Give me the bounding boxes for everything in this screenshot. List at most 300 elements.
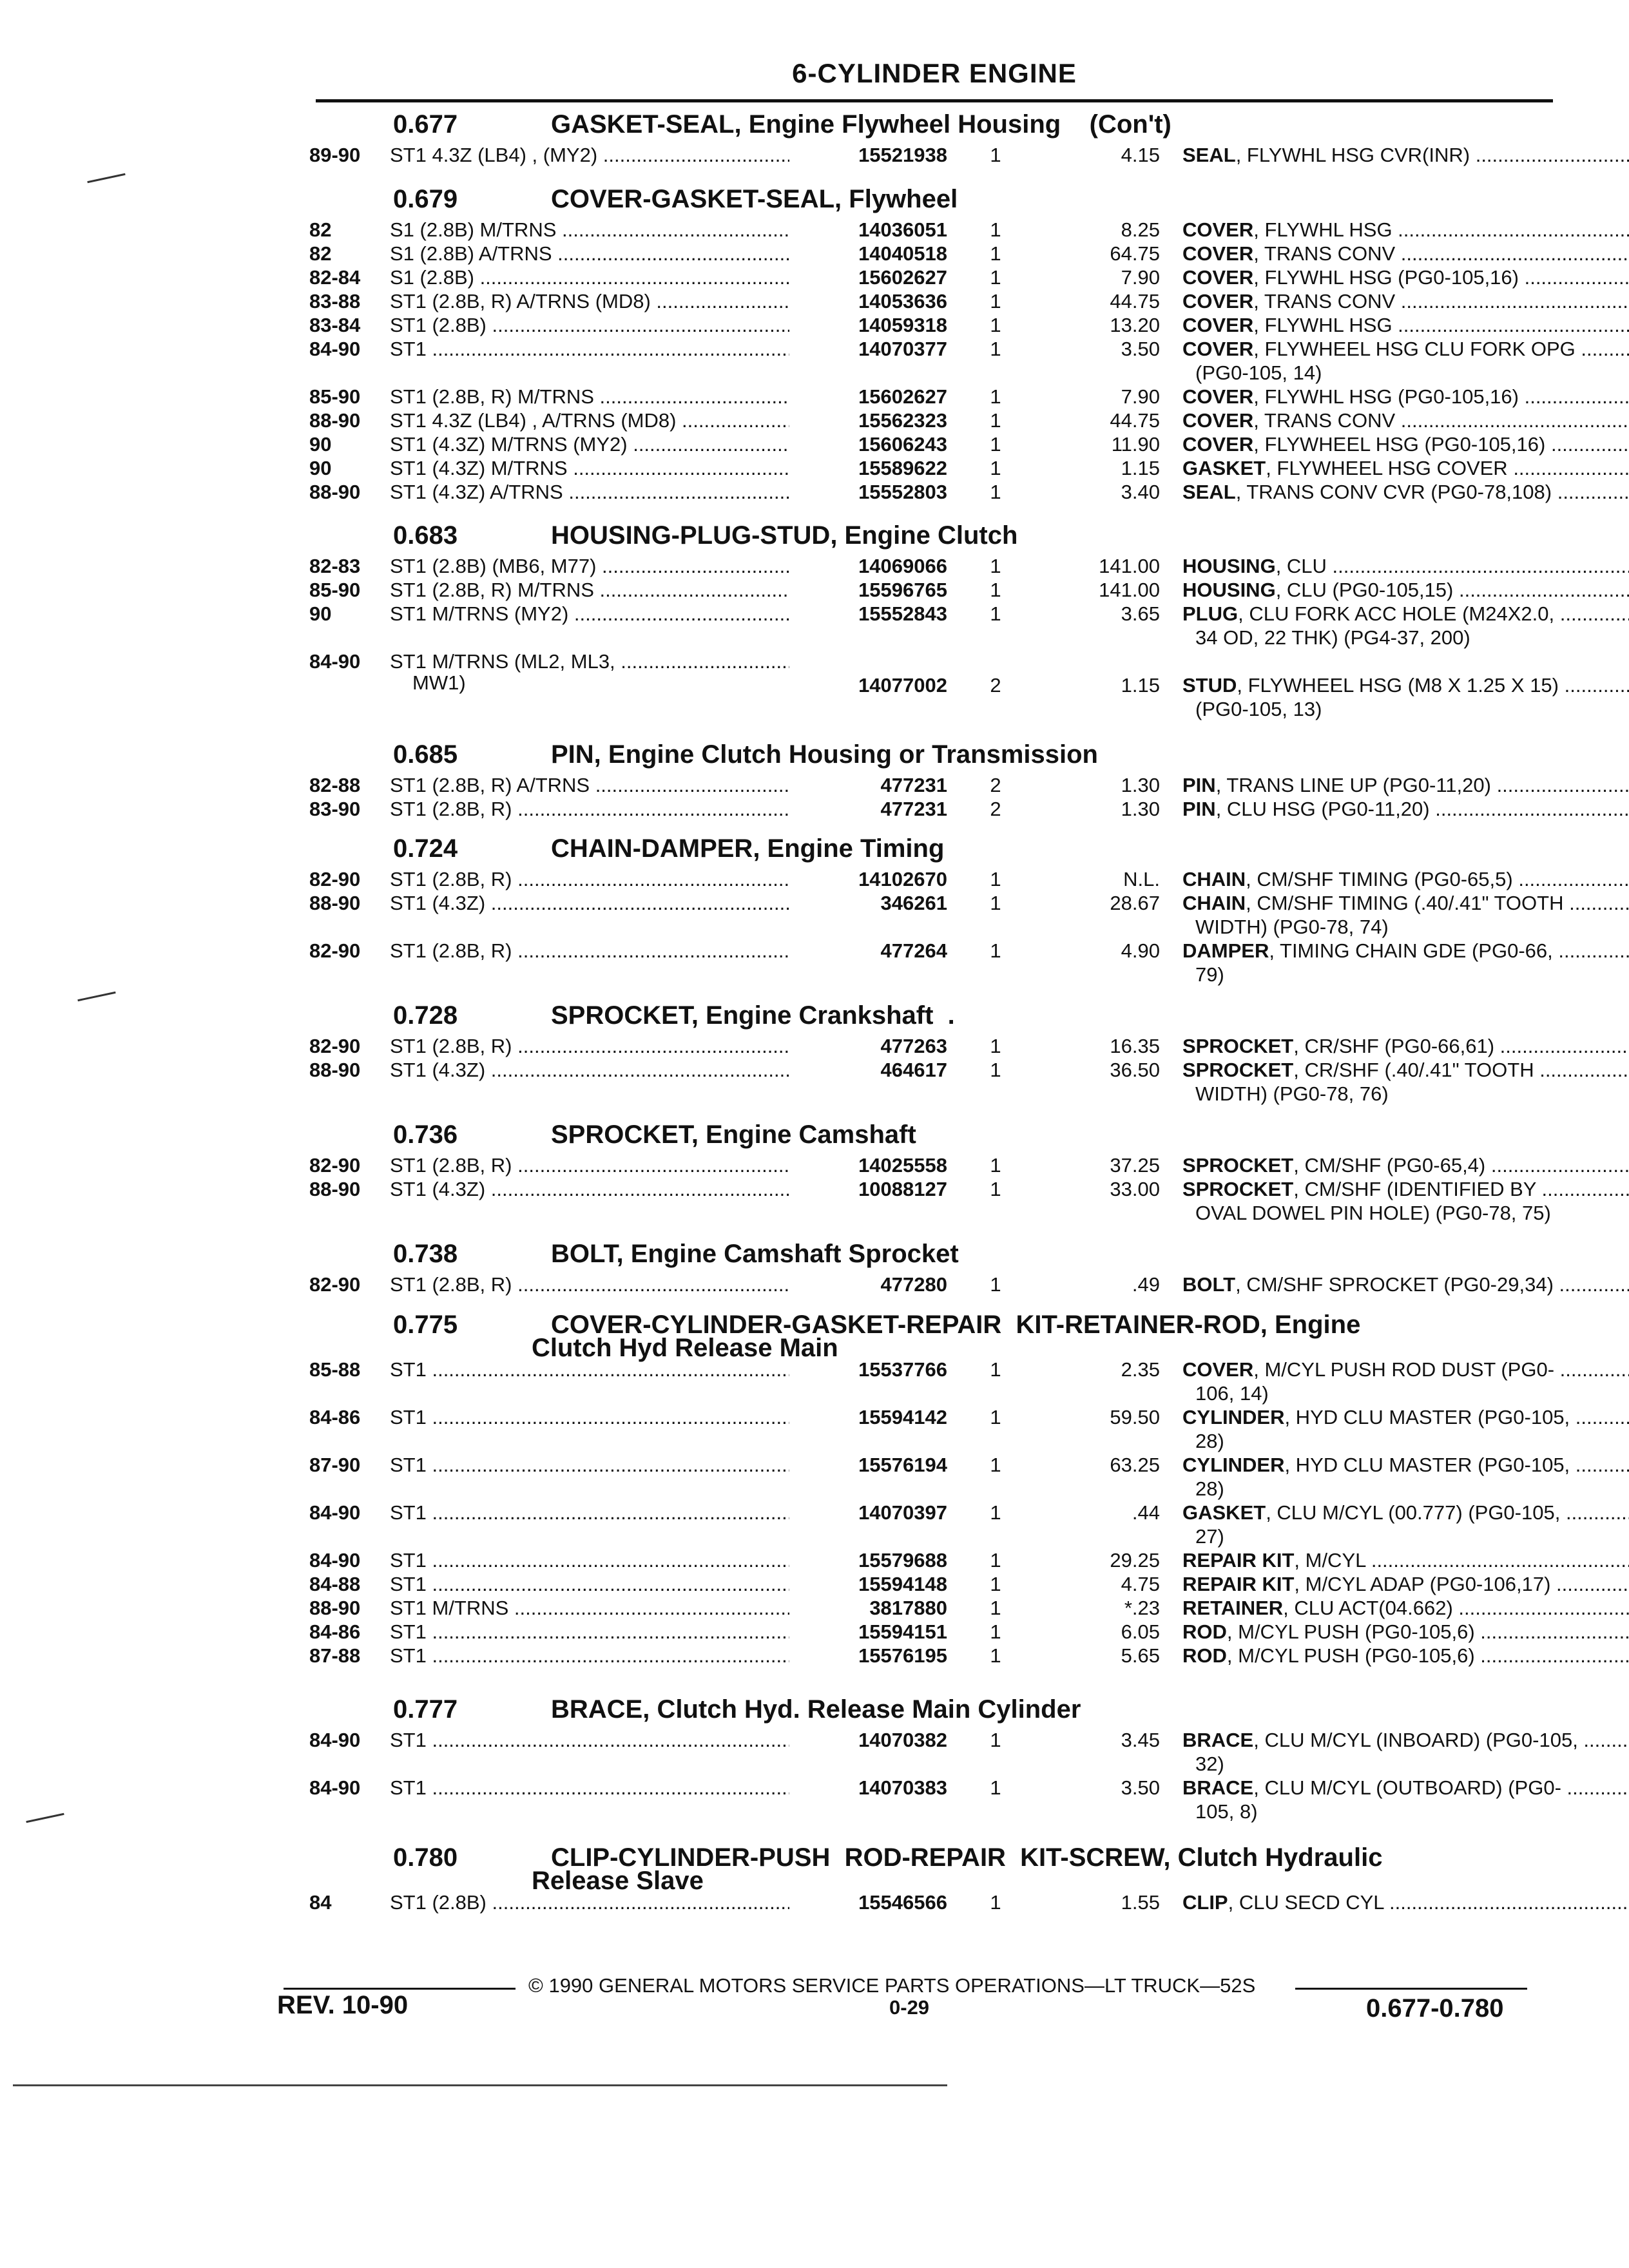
part-number: 477280 bbox=[880, 1273, 947, 1296]
application: ST1 M/TRNS (ML2, ML3, ..... bbox=[390, 649, 789, 674]
quantity: 2 bbox=[990, 774, 1001, 796]
price: 33.00 bbox=[1110, 1178, 1160, 1200]
description-noun: SPROCKET bbox=[1182, 1154, 1294, 1177]
application-continued: MW1) bbox=[412, 671, 466, 694]
section-title: COVER-GASKET-SEAL, Flywheel bbox=[551, 185, 958, 213]
application: ST1 ..... bbox=[390, 337, 789, 361]
quantity: 1 bbox=[990, 481, 1001, 503]
description-detail: , M/CYL PUSH (PG0-105,6) bbox=[1226, 1644, 1475, 1667]
description-noun: CYLINDER bbox=[1182, 1454, 1285, 1476]
part-row bbox=[309, 891, 1564, 916]
price: 3.65 bbox=[1121, 602, 1160, 625]
part-row bbox=[309, 289, 1534, 314]
quantity: 1 bbox=[990, 1273, 1001, 1296]
model-years: 87-90 bbox=[309, 1454, 361, 1476]
part-number: 15521938 bbox=[858, 144, 947, 166]
part-row bbox=[309, 602, 1555, 626]
page-header bbox=[316, 58, 1553, 104]
description-continued: 32) bbox=[1195, 1753, 1224, 1775]
application: ST1 ..... bbox=[390, 1644, 789, 1668]
description-continued: 27) bbox=[1195, 1525, 1224, 1548]
application: ST1 ..... bbox=[390, 1405, 789, 1430]
model-years: 85-88 bbox=[309, 1358, 361, 1381]
part-row bbox=[309, 578, 1534, 602]
model-years: 82-83 bbox=[309, 555, 361, 577]
section-title: BRACE, Clutch Hyd. Release Main Cylinder bbox=[551, 1695, 1081, 1724]
model-years: 83-84 bbox=[309, 314, 361, 336]
part-number: 10088127 bbox=[858, 1178, 947, 1200]
section-code: 0.677 bbox=[393, 110, 458, 139]
model-years: 88-90 bbox=[309, 1597, 361, 1619]
section-title: CHAIN-DAMPER, Engine Timing bbox=[551, 834, 945, 863]
model-years: 90 bbox=[309, 602, 332, 625]
description-detail: , M/CYL PUSH ROD DUST (PG0- bbox=[1253, 1358, 1555, 1381]
price: 3.40 bbox=[1121, 481, 1160, 503]
application: ST1 (2.8B) (MB6, M77) ..... bbox=[390, 554, 789, 579]
description-noun: PLUG bbox=[1182, 602, 1239, 625]
part-row bbox=[309, 1358, 1555, 1382]
description-detail: , CLU ACT(04.662) bbox=[1283, 1597, 1453, 1619]
description-noun: SEAL bbox=[1182, 144, 1236, 166]
description-noun: ROD bbox=[1182, 1644, 1227, 1667]
page-number: 0-29 bbox=[889, 1996, 930, 2019]
description bbox=[1182, 408, 1629, 433]
model-years: 82-90 bbox=[309, 1035, 361, 1057]
part-number: 15576194 bbox=[858, 1454, 947, 1476]
description-noun: STUD bbox=[1182, 674, 1237, 697]
price: 4.90 bbox=[1121, 939, 1160, 962]
application: ST1 (4.3Z) M/TRNS (MY2) ..... bbox=[390, 432, 789, 457]
part-row bbox=[309, 1453, 1570, 1477]
section-title-continued: Release Slave bbox=[532, 1867, 704, 1895]
description bbox=[1182, 1034, 1629, 1059]
part-number: 15576195 bbox=[858, 1644, 947, 1667]
model-years: 83-88 bbox=[309, 290, 361, 312]
description-noun: GASKET bbox=[1182, 1501, 1266, 1524]
model-years: 90 bbox=[309, 457, 332, 479]
part-number: 15537766 bbox=[858, 1358, 947, 1381]
model-years: 88-90 bbox=[309, 892, 361, 914]
description bbox=[1182, 313, 1629, 338]
description-detail: , TRANS CONV CVR (PG0-78,108) bbox=[1235, 481, 1552, 503]
section-range: 0.677-0.780 bbox=[1366, 1994, 1504, 2023]
price: 37.25 bbox=[1110, 1154, 1160, 1177]
description bbox=[1182, 578, 1629, 602]
margin-mark bbox=[87, 173, 125, 183]
part-row bbox=[309, 1644, 1534, 1668]
price: 4.75 bbox=[1121, 1573, 1160, 1595]
model-years: 83-90 bbox=[309, 798, 361, 820]
description bbox=[1182, 1273, 1629, 1297]
description-detail: , CLU SECD CYL bbox=[1228, 1891, 1384, 1914]
section-title: COVER-CYLINDER-GASKET-REPAIR KIT-RETAINER-ROD, Engine bbox=[551, 1311, 1361, 1339]
description-continued: (PG0-105, 14) bbox=[1195, 361, 1322, 384]
quantity: 1 bbox=[990, 1154, 1001, 1177]
description bbox=[1182, 480, 1629, 505]
price: 1.30 bbox=[1121, 774, 1160, 796]
quantity: 1 bbox=[990, 1644, 1001, 1667]
part-row bbox=[309, 1776, 1561, 1800]
part-row bbox=[309, 1177, 1534, 1202]
section-code: 0.679 bbox=[393, 185, 458, 213]
revision-label: REV. 10-90 bbox=[277, 1991, 409, 2019]
margin-mark bbox=[26, 1813, 64, 1823]
description bbox=[1182, 1501, 1629, 1525]
part-row bbox=[309, 385, 1534, 409]
description bbox=[1182, 891, 1629, 916]
description-noun: CYLINDER bbox=[1182, 1406, 1285, 1428]
price: 141.00 bbox=[1099, 555, 1160, 577]
model-years: 84-86 bbox=[309, 1406, 361, 1428]
part-row bbox=[309, 1620, 1534, 1644]
application: ST1 (2.8B, R) M/TRNS ..... bbox=[390, 578, 789, 602]
description-noun: CHAIN bbox=[1182, 868, 1246, 890]
application: ST1 (4.3Z) A/TRNS ..... bbox=[390, 480, 789, 505]
application: ST1 4.3Z (LB4) , (MY2) ..... bbox=[390, 143, 789, 168]
quantity: 1 bbox=[990, 1406, 1001, 1428]
section-title: BOLT, Engine Camshaft Sprocket bbox=[551, 1240, 959, 1268]
description-noun: PIN bbox=[1182, 798, 1216, 820]
part-row bbox=[309, 480, 1552, 505]
description-noun: COVER bbox=[1182, 409, 1254, 432]
description bbox=[1182, 602, 1629, 626]
model-years: 84 bbox=[309, 1891, 332, 1914]
description bbox=[1182, 1572, 1629, 1597]
part-row bbox=[309, 313, 1534, 338]
part-number: 15546566 bbox=[858, 1891, 947, 1914]
section-code: 0.683 bbox=[393, 521, 458, 550]
part-number: 14040518 bbox=[858, 242, 947, 265]
price: 11.90 bbox=[1111, 433, 1160, 456]
part-row bbox=[309, 1273, 1554, 1297]
description bbox=[1182, 1776, 1629, 1800]
part-row bbox=[309, 939, 1553, 963]
quantity: 1 bbox=[990, 1776, 1001, 1799]
description bbox=[1182, 1620, 1629, 1644]
price: 36.50 bbox=[1110, 1059, 1160, 1081]
description bbox=[1182, 1058, 1629, 1082]
description-detail: , TRANS LINE UP (PG0-11,20) bbox=[1215, 774, 1491, 796]
description bbox=[1182, 385, 1629, 409]
price: N.L. bbox=[1123, 868, 1160, 890]
model-years: 90 bbox=[309, 433, 332, 456]
description-noun: SPROCKET bbox=[1182, 1035, 1294, 1057]
price: 1.55 bbox=[1121, 1891, 1160, 1914]
application: ST1 (4.3Z) ..... bbox=[390, 1177, 789, 1202]
description bbox=[1182, 797, 1629, 822]
quantity: 1 bbox=[990, 433, 1001, 456]
model-years: 82-90 bbox=[309, 939, 361, 962]
description-noun: SPROCKET bbox=[1182, 1178, 1294, 1200]
price: 5.65 bbox=[1121, 1644, 1160, 1667]
description bbox=[1182, 773, 1629, 798]
description-noun: HOUSING bbox=[1182, 579, 1276, 601]
model-years: 88-90 bbox=[309, 409, 361, 432]
part-number: 477231 bbox=[880, 774, 947, 796]
part-number: 15562323 bbox=[858, 409, 947, 432]
part-number: 15579688 bbox=[858, 1549, 947, 1571]
quantity: 1 bbox=[990, 939, 1001, 962]
part-number: 464617 bbox=[880, 1059, 947, 1081]
description-detail: , FLYWHEEL HSG (PG0-105,16) bbox=[1253, 433, 1546, 456]
description-detail: , CM/SHF TIMING (PG0-65,5) bbox=[1246, 868, 1513, 890]
price: 8.25 bbox=[1121, 218, 1160, 241]
description bbox=[1182, 1728, 1629, 1753]
description-detail: , FLYWHL HSG (PG0-105,16) bbox=[1253, 266, 1519, 289]
description-noun: CLIP bbox=[1182, 1891, 1228, 1914]
model-years: 84-90 bbox=[309, 650, 361, 673]
description-noun: COVER bbox=[1182, 218, 1254, 241]
description-noun: BRACE bbox=[1182, 1776, 1254, 1799]
section-code: 0.736 bbox=[393, 1120, 458, 1149]
quantity: 1 bbox=[990, 1549, 1001, 1571]
application: ST1 M/TRNS (MY2) ..... bbox=[390, 602, 789, 626]
description-noun: COVER bbox=[1182, 290, 1254, 312]
description-noun: PIN bbox=[1182, 774, 1216, 796]
description-detail: , CLU FORK ACC HOLE (M24X2.0, bbox=[1238, 602, 1555, 625]
description-detail: , M/CYL ADAP (PG0-106,17) bbox=[1294, 1573, 1551, 1595]
description-detail: , CLU M/CYL (OUTBOARD) (PG0- bbox=[1253, 1776, 1561, 1799]
part-row bbox=[309, 143, 1534, 168]
model-years: 84-86 bbox=[309, 1620, 361, 1643]
part-number: 15552843 bbox=[858, 602, 947, 625]
price: .49 bbox=[1132, 1273, 1160, 1296]
description-noun: HOUSING bbox=[1182, 555, 1276, 577]
application: ST1 (4.3Z) M/TRNS ..... bbox=[390, 456, 789, 481]
description-detail: , CM/SHF TIMING (.40/.41" TOOTH bbox=[1246, 892, 1564, 914]
part-row bbox=[309, 456, 1534, 481]
price: 141.00 bbox=[1099, 579, 1160, 601]
section-title: SPROCKET, Engine Crankshaft . bbox=[551, 1001, 955, 1030]
part-number: 15606243 bbox=[858, 433, 947, 456]
quantity: 1 bbox=[990, 457, 1001, 479]
description bbox=[1182, 1177, 1629, 1202]
header-rule bbox=[316, 99, 1553, 102]
description-noun: SEAL bbox=[1182, 481, 1236, 503]
part-number: 477231 bbox=[880, 798, 947, 820]
description-detail: , TRANS CONV bbox=[1253, 242, 1396, 265]
application: ST1 ..... bbox=[390, 1776, 789, 1800]
description-detail: , CLU bbox=[1275, 555, 1327, 577]
description-noun: DAMPER bbox=[1182, 939, 1269, 962]
quantity: 2 bbox=[990, 798, 1001, 820]
part-number: 3817880 bbox=[869, 1597, 947, 1619]
model-years: 82 bbox=[309, 242, 332, 265]
description bbox=[1182, 432, 1629, 457]
application: S1 (2.8B) ..... bbox=[390, 265, 789, 290]
description-detail: , CR/SHF (.40/.41" TOOTH bbox=[1293, 1059, 1534, 1081]
description-noun: SPROCKET bbox=[1182, 1059, 1294, 1081]
section-code: 0.738 bbox=[393, 1240, 458, 1268]
application: ST1 (2.8B, R) M/TRNS ..... bbox=[390, 385, 789, 409]
price: 44.75 bbox=[1110, 290, 1160, 312]
description bbox=[1182, 143, 1629, 168]
part-row bbox=[309, 1034, 1534, 1059]
application: ST1 ..... bbox=[390, 1548, 789, 1573]
footer-rule-right bbox=[1295, 1988, 1527, 1990]
part-row bbox=[309, 1405, 1570, 1430]
description-detail: , TRANS CONV bbox=[1253, 409, 1396, 432]
section-title: SPROCKET, Engine Camshaft bbox=[551, 1120, 916, 1149]
part-number: 15594151 bbox=[858, 1620, 947, 1643]
application: ST1 ..... bbox=[390, 1501, 789, 1525]
part-row bbox=[309, 242, 1534, 266]
application: ST1 (2.8B, R) ..... bbox=[390, 1273, 789, 1297]
application: ST1 ..... bbox=[390, 1572, 789, 1597]
application: ST1 (2.8B, R) ..... bbox=[390, 1034, 789, 1059]
part-number: 346261 bbox=[880, 892, 947, 914]
description-detail: , TIMING CHAIN GDE (PG0-66, bbox=[1269, 939, 1553, 962]
description-continued: 28) bbox=[1195, 1477, 1224, 1500]
part-number: 477263 bbox=[880, 1035, 947, 1057]
part-row bbox=[309, 554, 1534, 579]
quantity: 1 bbox=[990, 1059, 1001, 1081]
part-number: 14069066 bbox=[858, 555, 947, 577]
description-detail: , CM/SHF (PG0-65,4) bbox=[1293, 1154, 1486, 1177]
price: 3.50 bbox=[1121, 338, 1160, 360]
price: 3.45 bbox=[1121, 1729, 1160, 1751]
section-code: 0.780 bbox=[393, 1843, 458, 1872]
section-code: 0.685 bbox=[393, 740, 458, 769]
description-noun: BRACE bbox=[1182, 1729, 1254, 1751]
part-number: 477264 bbox=[880, 939, 947, 962]
description-detail: , CM/SHF (IDENTIFIED BY bbox=[1293, 1178, 1536, 1200]
description-detail: , CR/SHF (PG0-66,61) bbox=[1293, 1035, 1495, 1057]
description-noun: COVER bbox=[1182, 266, 1254, 289]
part-number: 14036051 bbox=[858, 218, 947, 241]
part-row bbox=[309, 218, 1534, 242]
quantity: 1 bbox=[990, 1035, 1001, 1057]
part-number: 15596765 bbox=[858, 579, 947, 601]
bottom-rule bbox=[13, 2084, 947, 2086]
page-title: 6-CYLINDER ENGINE bbox=[792, 58, 1077, 88]
quantity: 1 bbox=[990, 1729, 1001, 1751]
quantity: 1 bbox=[990, 290, 1001, 312]
part-row bbox=[309, 265, 1534, 290]
part-row bbox=[309, 1572, 1551, 1597]
part-row bbox=[309, 1058, 1534, 1082]
description-continued: 106, 14) bbox=[1195, 1382, 1269, 1405]
description-continued: 28) bbox=[1195, 1430, 1224, 1452]
part-number: 15602627 bbox=[858, 266, 947, 289]
description bbox=[1182, 218, 1629, 242]
quantity: 1 bbox=[990, 144, 1001, 166]
description-noun: REPAIR KIT bbox=[1182, 1549, 1295, 1571]
part-number: 14070382 bbox=[858, 1729, 947, 1751]
quantity: 1 bbox=[990, 314, 1001, 336]
model-years: 82-90 bbox=[309, 1154, 361, 1177]
model-years: 82-90 bbox=[309, 868, 361, 890]
price: 64.75 bbox=[1110, 242, 1160, 265]
model-years: 82 bbox=[309, 218, 332, 241]
application: ST1 ..... bbox=[390, 1358, 789, 1382]
part-row bbox=[309, 1548, 1534, 1573]
part-row bbox=[309, 1890, 1534, 1915]
price: 4.15 bbox=[1121, 144, 1160, 166]
description-continued: 79) bbox=[1195, 963, 1224, 986]
application: ST1 (2.8B, R) A/TRNS ..... bbox=[390, 773, 789, 798]
description bbox=[1182, 1358, 1629, 1382]
description-detail: , FLYWHEEL HSG (M8 X 1.25 X 15) bbox=[1237, 674, 1559, 697]
model-years: 84-88 bbox=[309, 1573, 361, 1595]
quantity: 1 bbox=[990, 385, 1001, 408]
description-detail: , FLYWHL HSG bbox=[1253, 218, 1393, 241]
description-detail: , M/CYL PUSH (PG0-105,6) bbox=[1226, 1620, 1475, 1643]
description-detail: , FLYWHEEL HSG CLU FORK OPG bbox=[1253, 338, 1576, 360]
part-number: 15594148 bbox=[858, 1573, 947, 1595]
part-number: 14053636 bbox=[858, 290, 947, 312]
model-years: 85-90 bbox=[309, 579, 361, 601]
price: 59.50 bbox=[1110, 1406, 1160, 1428]
price: *.23 bbox=[1124, 1597, 1160, 1619]
description-noun: COVER bbox=[1182, 338, 1254, 360]
application: ST1 4.3Z (LB4) , A/TRNS (MD8) ..... bbox=[390, 408, 789, 433]
footer-rule-left bbox=[284, 1988, 516, 1990]
price: 2.35 bbox=[1121, 1358, 1160, 1381]
part-row bbox=[309, 337, 1576, 361]
description-detail: , HYD CLU MASTER (PG0-105, bbox=[1284, 1454, 1570, 1476]
section-code: 0.775 bbox=[393, 1311, 458, 1339]
quantity: 1 bbox=[990, 266, 1001, 289]
model-years: 84-90 bbox=[309, 1501, 361, 1524]
price: 13.20 bbox=[1110, 314, 1160, 336]
quantity: 1 bbox=[990, 242, 1001, 265]
description-noun: RETAINER bbox=[1182, 1597, 1284, 1619]
model-years: 84-90 bbox=[309, 1549, 361, 1571]
application: ST1 ..... bbox=[390, 1620, 789, 1644]
application: ST1 (2.8B, R) ..... bbox=[390, 1153, 789, 1178]
quantity: 1 bbox=[990, 218, 1001, 241]
section-title: HOUSING-PLUG-STUD, Engine Clutch bbox=[551, 521, 1018, 550]
margin-mark bbox=[77, 992, 115, 1001]
application: S1 (2.8B) M/TRNS ..... bbox=[390, 218, 789, 242]
model-years: 87-88 bbox=[309, 1644, 361, 1667]
description-noun: COVER bbox=[1182, 314, 1254, 336]
application: ST1 (4.3Z) ..... bbox=[390, 891, 789, 916]
description-noun: COVER bbox=[1182, 1358, 1254, 1381]
description-detail: , HYD CLU MASTER (PG0-105, bbox=[1284, 1406, 1570, 1428]
model-years: 88-90 bbox=[309, 1059, 361, 1081]
description-detail: , CM/SHF SPROCKET (PG0-29,34) bbox=[1235, 1273, 1554, 1296]
application: ST1 ..... bbox=[390, 1728, 789, 1753]
model-years: 89-90 bbox=[309, 144, 361, 166]
description-continued: 105, 8) bbox=[1195, 1800, 1258, 1823]
part-row bbox=[309, 1728, 1578, 1753]
description bbox=[1182, 939, 1629, 963]
application: ST1 (4.3Z) ..... bbox=[390, 1058, 789, 1082]
description-noun: BOLT bbox=[1182, 1273, 1236, 1296]
price: 3.50 bbox=[1121, 1776, 1160, 1799]
application: S1 (2.8B) A/TRNS ..... bbox=[390, 242, 789, 266]
quantity: 2 bbox=[990, 674, 1001, 697]
section-code: 0.728 bbox=[393, 1001, 458, 1030]
part-number: 15589622 bbox=[858, 457, 947, 479]
model-years: 88-90 bbox=[309, 481, 361, 503]
price: 6.05 bbox=[1121, 1620, 1160, 1643]
description-noun: ROD bbox=[1182, 1620, 1227, 1643]
price: 63.25 bbox=[1110, 1454, 1160, 1476]
description bbox=[1182, 1890, 1629, 1915]
part-number: 15602627 bbox=[858, 385, 947, 408]
description bbox=[1182, 1644, 1629, 1668]
application: ST1 (2.8B, R) ..... bbox=[390, 939, 789, 963]
description-noun: GASKET bbox=[1182, 457, 1266, 479]
model-years: 82-84 bbox=[309, 266, 361, 289]
price: 16.35 bbox=[1110, 1035, 1160, 1057]
part-number: 14077002 bbox=[858, 674, 947, 697]
description-detail: , M/CYL bbox=[1294, 1549, 1366, 1571]
description-detail: , CLU (PG0-105,15) bbox=[1275, 579, 1454, 601]
